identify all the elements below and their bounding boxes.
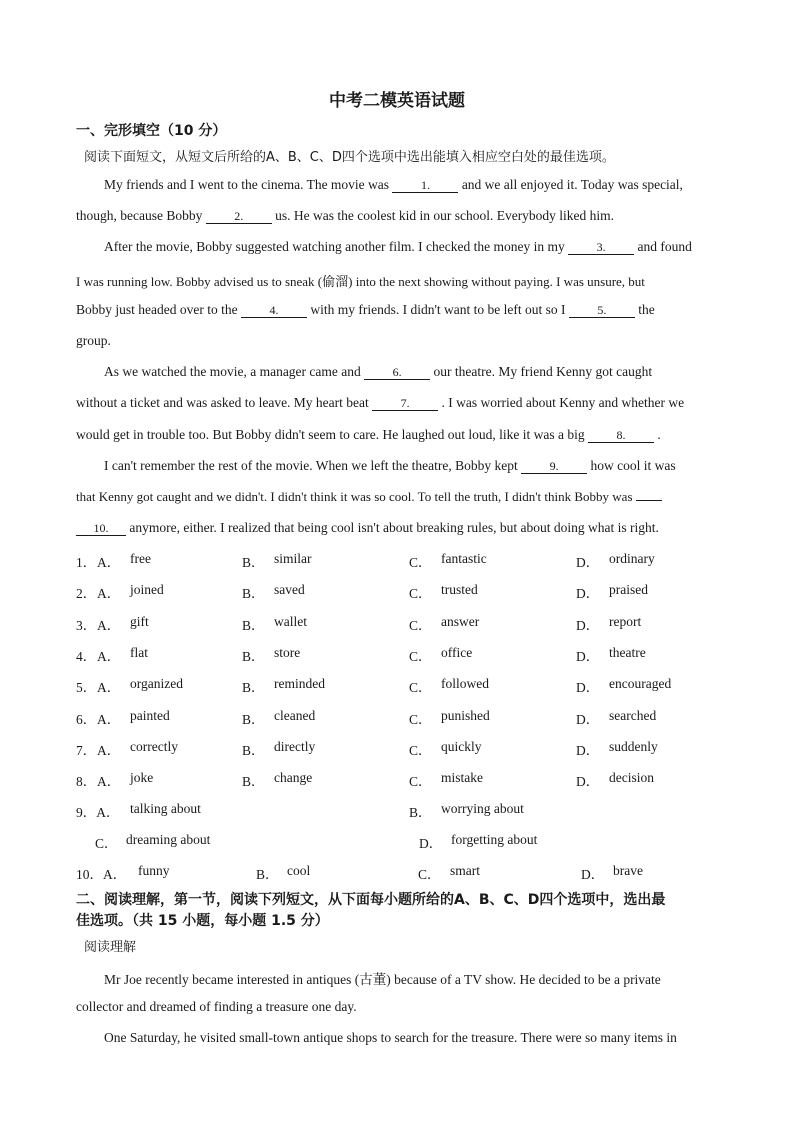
section2-heading-line1: 二、阅读理解，第一节，阅读下列短文，从下面每小题所给的A、B、C、D四个选项中，选出最 <box>76 892 666 908</box>
option-a[interactable]: joke <box>130 770 154 786</box>
option-letter-b: B． <box>242 742 265 758</box>
option-letter-d: D． <box>576 680 600 696</box>
option-letter-c: C． <box>409 555 432 570</box>
reading-line: Mr Joe recently became interested in antiques (古董) because of a TV show. He decided to be a private <box>104 972 661 987</box>
option-letter-a: A． <box>97 742 121 758</box>
option-letter-a: A． <box>97 680 121 696</box>
option-b[interactable]: reminded <box>274 676 325 692</box>
blank-9: 9. <box>521 460 587 474</box>
blank-2: 2. <box>206 210 272 224</box>
option-letter-a: A． <box>97 555 121 570</box>
option-letter-b: B． <box>242 680 265 696</box>
section2-subheading: 阅读理解 <box>84 940 137 955</box>
option-c[interactable]: punished <box>441 707 490 723</box>
option-c[interactable]: trusted <box>441 582 478 598</box>
passage-line: Bobby just headed over to the 4. with my friends. I didn't want to be left out so I 5. the <box>76 302 655 317</box>
option-c[interactable]: office <box>441 644 473 660</box>
option-10-c-letter: C． <box>418 867 441 882</box>
section2-heading-line2: 佳选项。（共 15 小题，每小题 1.5 分） <box>76 913 329 929</box>
question-number: 7． <box>76 742 97 758</box>
blank-8: 8. <box>588 429 654 443</box>
option-9-d[interactable]: forgetting about <box>451 832 538 847</box>
passage-line: that Kenny got caught and we didn't. I didn't think it was so cool. To tell the truth, I didn't think Bobby was <box>76 489 662 505</box>
section1-instruction: 阅读下面短文，从短文后所给的A、B、C、D四个选项中选出能填入相应空白处的最佳选项。 <box>84 150 615 165</box>
passage-line: I can't remember the rest of the movie. When we left the theatre, Bobby kept 9. how cool it was <box>104 458 676 473</box>
option-a[interactable]: gift <box>130 613 149 629</box>
option-letter-b: B． <box>242 774 265 790</box>
option-b[interactable]: similar <box>274 551 312 566</box>
option-letter-c: C． <box>409 742 432 758</box>
option-a[interactable]: joined <box>130 582 164 598</box>
option-10-d-letter: D． <box>581 867 605 882</box>
option-b[interactable]: cleaned <box>274 707 316 723</box>
option-letter-d: D． <box>576 555 600 570</box>
blank-10-start <box>636 500 662 501</box>
option-letter-c: C． <box>409 648 432 664</box>
option-b[interactable]: change <box>274 770 313 786</box>
option-9-c[interactable]: dreaming about <box>126 832 211 847</box>
option-letter-a: A． <box>97 617 121 633</box>
reading-line: collector and dreamed of finding a treasure one day. <box>76 999 357 1014</box>
option-letter-d: D． <box>576 617 600 633</box>
question-number: 1． <box>76 555 97 570</box>
passage-line: My friends and I went to the cinema. The movie was 1. and we all enjoyed it. Today was special, <box>104 177 683 192</box>
option-letter-a: A． <box>97 774 121 790</box>
passage-line: I was running low. Bobby advised us to sneak (偷溜) into the next showing without paying. I was unsure, but <box>76 274 645 289</box>
question-number: 5． <box>76 680 97 696</box>
option-d[interactable]: encouraged <box>609 676 672 692</box>
option-letter-a: A． <box>97 711 121 727</box>
option-a[interactable]: free <box>130 551 151 566</box>
option-letter-b: B． <box>242 648 265 664</box>
blank-7: 7. <box>372 397 438 411</box>
option-9-a[interactable]: talking about <box>130 801 201 816</box>
blank-5: 5. <box>569 304 635 318</box>
reading-line: One Saturday, he visited small-town antique shops to search for the treasure. There were so many items in <box>104 1030 677 1045</box>
question-number: 3． <box>76 617 97 633</box>
question-number: 4． <box>76 648 97 664</box>
passage-line: group. <box>76 333 111 348</box>
option-letter-d: D． <box>576 742 600 758</box>
passage-line: As we watched the movie, a manager came and 6. our theatre. My friend Kenny got caught <box>104 364 653 379</box>
option-c[interactable]: mistake <box>441 770 483 786</box>
option-d[interactable]: ordinary <box>609 551 655 566</box>
blank-6: 6. <box>364 366 430 380</box>
option-letter-a: A． <box>97 586 121 602</box>
option-letter-a: A． <box>97 648 121 664</box>
blank-10: 10. <box>76 522 126 536</box>
option-10-c[interactable]: smart <box>450 863 480 878</box>
option-b[interactable]: saved <box>274 582 305 598</box>
option-letter-c: C． <box>409 711 432 727</box>
option-letter-b: B． <box>242 586 265 602</box>
option-b[interactable]: wallet <box>274 613 307 629</box>
page-title: 中考二模英语试题 <box>329 91 465 111</box>
option-b[interactable]: directly <box>274 738 316 754</box>
option-d[interactable]: praised <box>609 582 648 598</box>
option-10-d[interactable]: brave <box>613 863 643 878</box>
option-letter-b: B． <box>242 711 265 727</box>
option-9-b[interactable]: worrying about <box>441 801 524 816</box>
option-letter-c: C． <box>409 617 432 633</box>
option-letter-c: C． <box>409 586 432 602</box>
option-letter-b: B． <box>242 617 265 633</box>
option-a[interactable]: organized <box>130 676 183 692</box>
option-9-b-letter: B． <box>409 805 432 820</box>
option-c[interactable]: fantastic <box>441 551 487 566</box>
option-letter-d: D． <box>576 586 600 602</box>
option-a[interactable]: flat <box>130 644 148 660</box>
blank-1: 1. <box>392 179 458 193</box>
blank-3: 3. <box>568 241 634 255</box>
option-c[interactable]: answer <box>441 613 480 629</box>
option-a[interactable]: correctly <box>130 738 178 754</box>
question-9: 9．A． <box>76 805 120 820</box>
option-d[interactable]: decision <box>609 770 654 786</box>
option-10-b[interactable]: cool <box>287 863 311 878</box>
section1-heading: 一、完形填空（10 分） <box>76 123 227 139</box>
passage-line: would get in trouble too. But Bobby didn't seem to care. He laughed out loud, like it was a big 8. . <box>76 427 661 442</box>
question-number: 6． <box>76 711 97 727</box>
question-10: 10．A． <box>76 867 127 882</box>
option-d[interactable]: report <box>609 613 642 629</box>
option-a[interactable]: painted <box>130 707 170 723</box>
option-d[interactable]: searched <box>609 707 657 723</box>
question-number: 2． <box>76 586 97 602</box>
option-letter-c: C． <box>409 680 432 696</box>
passage-line: After the movie, Bobby suggested watching another film. I checked the money in my 3. and found <box>104 239 692 254</box>
passage-line: though, because Bobby 2. us. He was the coolest kid in our school. Everybody liked him. <box>76 208 615 223</box>
option-c[interactable]: quickly <box>441 738 482 754</box>
option-9-c-letter: C． <box>95 836 118 851</box>
option-letter-d: D． <box>576 774 600 790</box>
option-10-a[interactable]: funny <box>138 863 170 878</box>
passage-line: without a ticket and was asked to leave. My heart beat 7. . I was worried about Kenny and whether we <box>76 395 685 410</box>
passage-line: 10. anymore, either. I realized that being cool isn't about breaking rules, but about doing what is right. <box>76 520 659 536</box>
option-c[interactable]: followed <box>441 676 489 692</box>
question-number: 8． <box>76 774 97 790</box>
option-b[interactable]: store <box>274 644 301 660</box>
option-letter-d: D． <box>576 648 600 664</box>
option-letter-b: B． <box>242 555 265 570</box>
option-9-d-letter: D． <box>419 836 443 851</box>
option-letter-c: C． <box>409 774 432 790</box>
option-d[interactable]: theatre <box>609 644 646 660</box>
option-10-b-letter: B． <box>256 867 279 882</box>
option-d[interactable]: suddenly <box>609 738 658 754</box>
option-letter-d: D． <box>576 711 600 727</box>
blank-4: 4. <box>241 304 307 318</box>
